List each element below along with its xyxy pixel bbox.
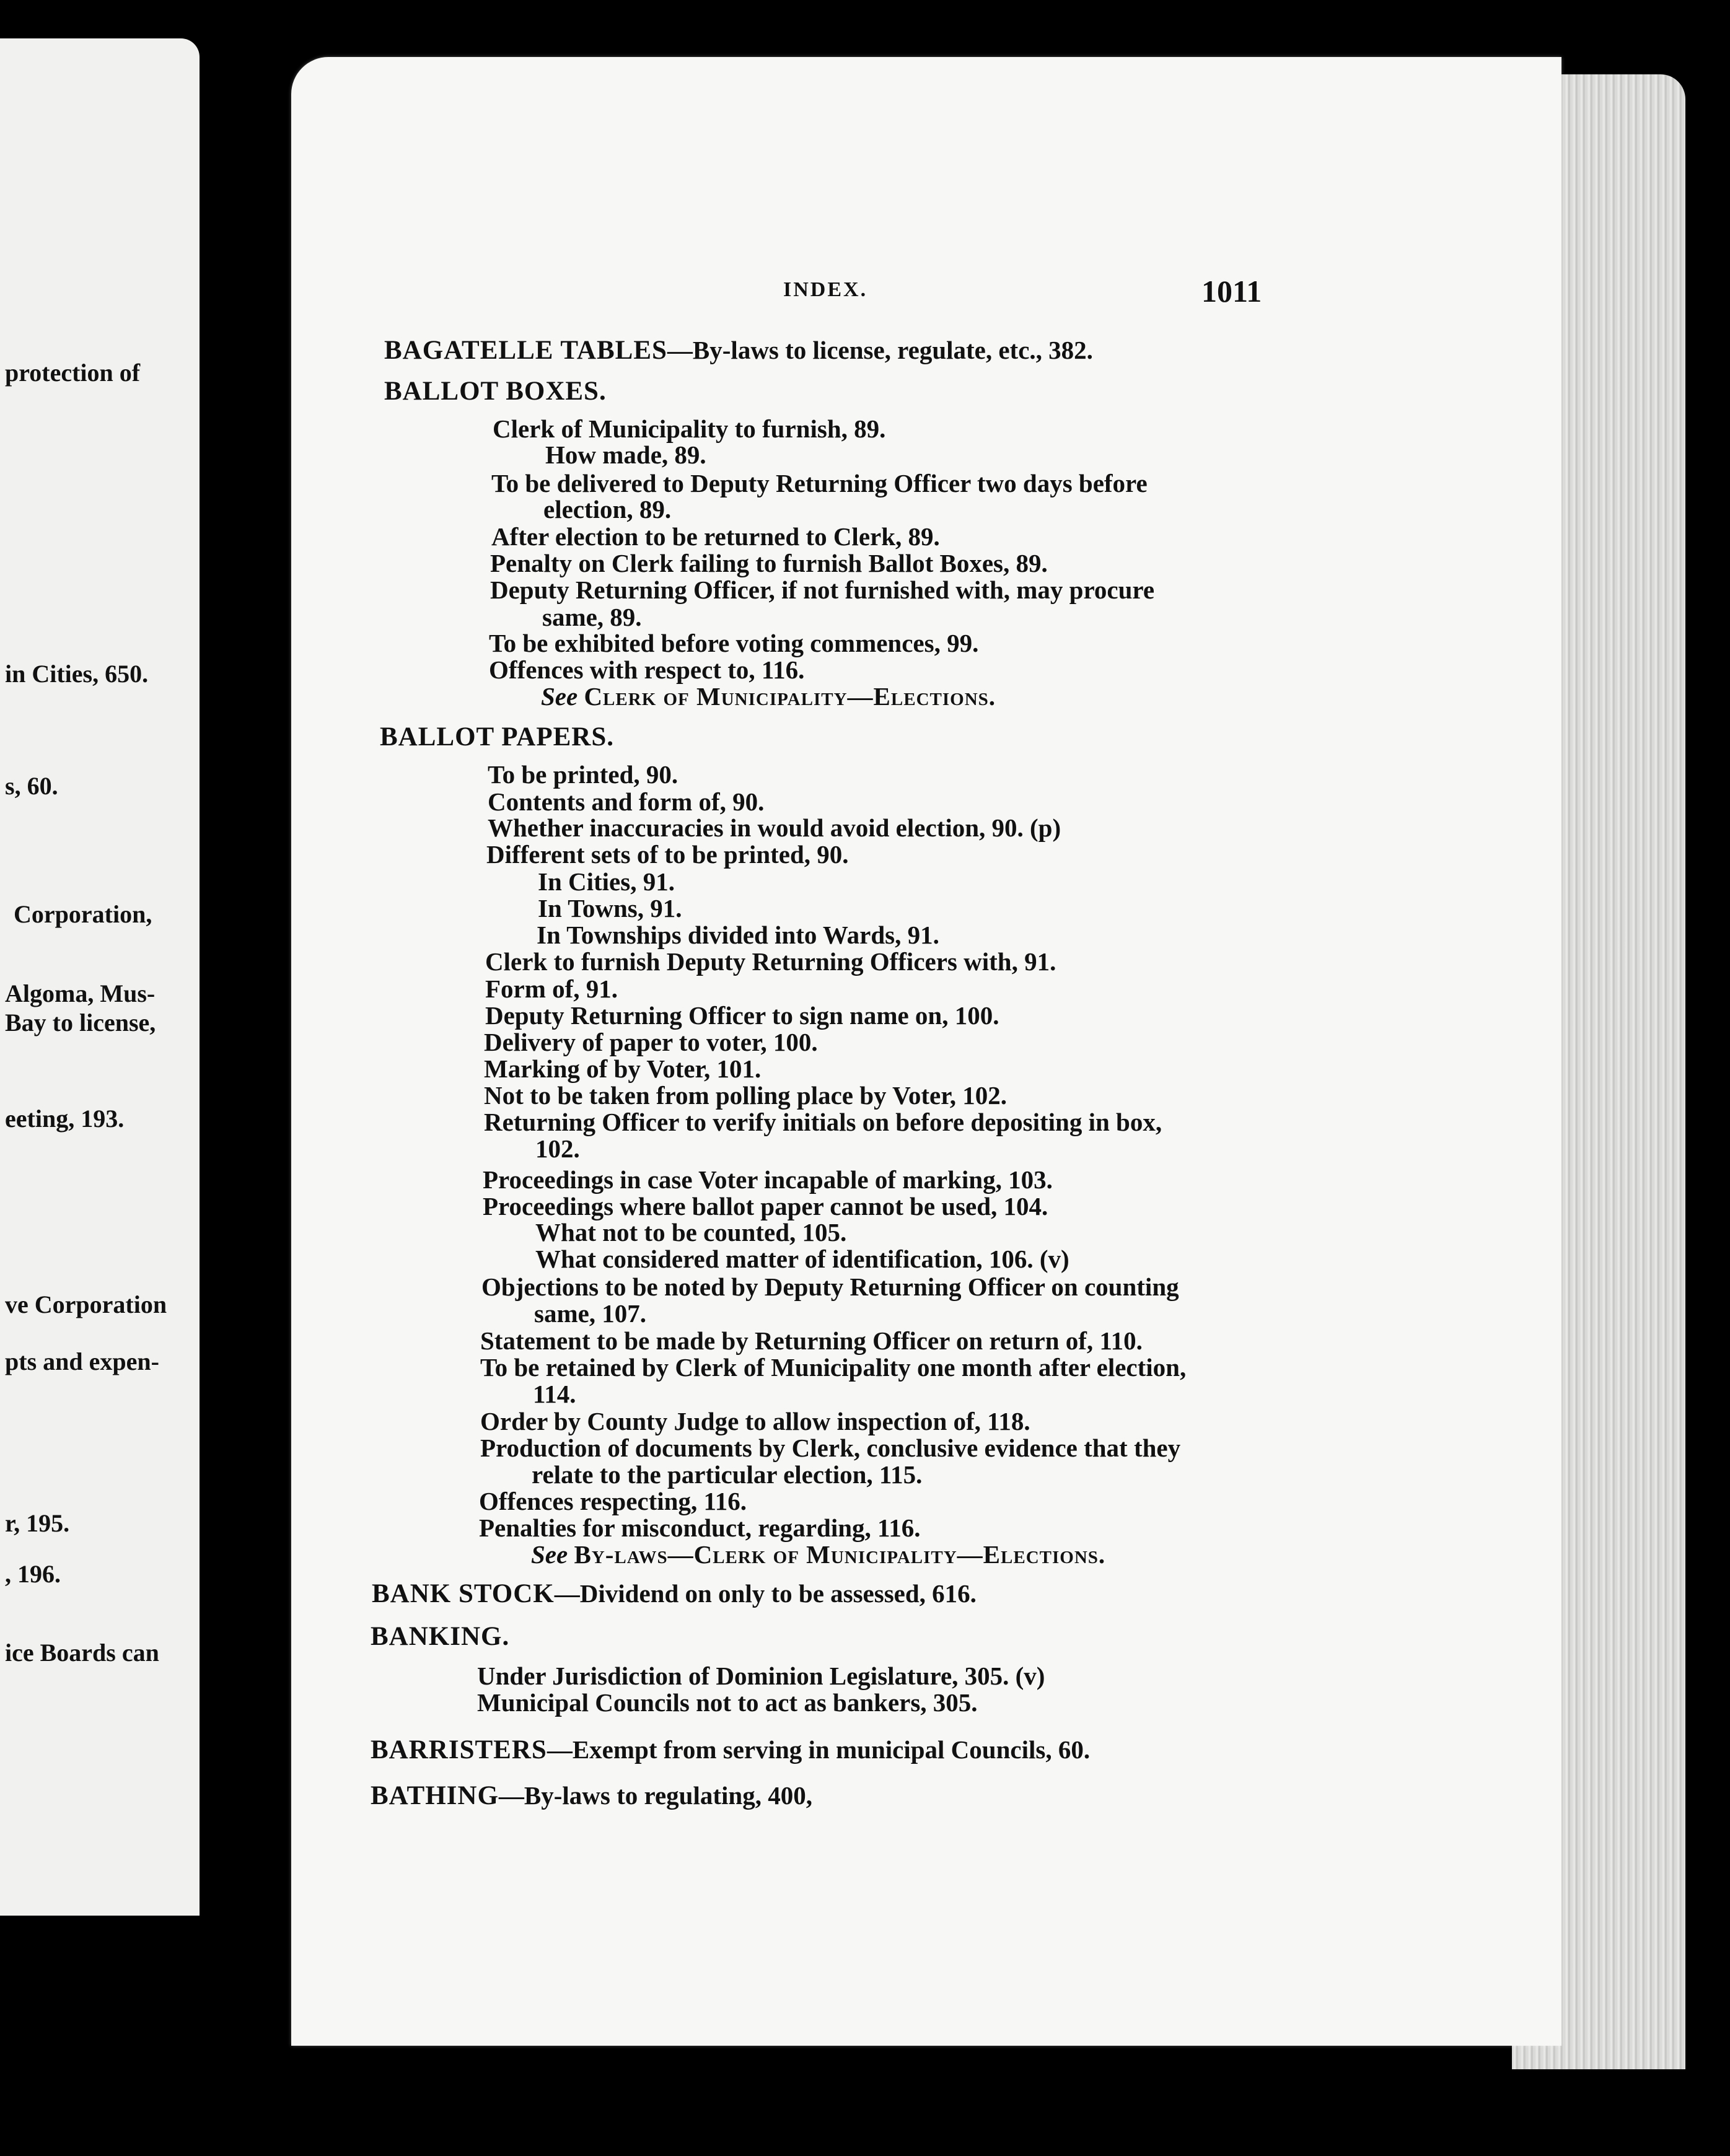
- fragment-line: Corporation,: [14, 900, 152, 928]
- entry-heading-banking: BANKING.: [371, 1622, 510, 1651]
- entry-heading-ballot-boxes: BALLOT BOXES.: [384, 377, 607, 406]
- sub-entry: How made, 89.: [545, 440, 706, 469]
- see-label: See: [531, 1540, 568, 1569]
- sub-entry: Clerk to furnish Deputy Returning Officers with, 91.: [485, 947, 1056, 976]
- cross-reference: [531, 1541, 1105, 1568]
- entry-text: —By-laws to regulating, 400,: [498, 1781, 812, 1810]
- sub-entry: Returning Officer to verify initials on before depositing in box,: [484, 1108, 1162, 1136]
- sub-entry: In Cities, 91.: [538, 867, 675, 896]
- entry-heading: BARRISTERS: [371, 1735, 547, 1764]
- sub-entry: Deputy Returning Officer, if not furnished with, may procure: [490, 576, 1155, 604]
- sub-entry: Proceedings in case Voter incapable of marking, 103.: [483, 1165, 1053, 1194]
- sub-entry: Marking of by Voter, 101.: [484, 1054, 762, 1083]
- sub-entry: Delivery of paper to voter, 100.: [484, 1028, 818, 1056]
- index-entry-barristers: [371, 1736, 1090, 1764]
- sub-entry: Clerk of Municipality to furnish, 89.: [493, 414, 886, 443]
- sub-entry: Under Jurisdiction of Dominion Legislature, 305. (v): [477, 1662, 1045, 1690]
- sub-entry: In Towns, 91.: [538, 894, 682, 922]
- sub-entry: 102.: [535, 1134, 580, 1163]
- fragment-line: in Cities, 650.: [5, 660, 149, 688]
- sub-entry: relate to the particular election, 115.: [532, 1460, 923, 1489]
- sub-entry: same, 107.: [534, 1299, 647, 1328]
- entry-text: —Dividend on only to be assessed, 616.: [554, 1579, 977, 1608]
- sub-entry: To be exhibited before voting commences, 99.: [489, 629, 979, 657]
- sub-entry: What not to be counted, 105.: [535, 1218, 847, 1247]
- fragment-line: r, 195.: [5, 1509, 70, 1537]
- index-entry-bagatelle: [384, 336, 1093, 364]
- fragment-line: , 196.: [5, 1560, 61, 1588]
- sub-entry: Different sets of to be printed, 90.: [486, 840, 849, 869]
- sub-entry: Order by County Judge to allow inspection of, 118.: [480, 1407, 1030, 1435]
- sub-entry: 114.: [533, 1380, 576, 1408]
- sub-entry: same, 89.: [542, 603, 642, 631]
- fragment-line: ve Corporation: [5, 1291, 167, 1318]
- fragment-line: Bay to license,: [5, 1009, 156, 1036]
- sub-entry: To be printed, 90.: [488, 760, 678, 789]
- index-entry-bathing: [371, 1782, 812, 1810]
- cross-reference: [541, 683, 996, 710]
- entry-text: —By-laws to license, regulate, etc., 382.: [667, 336, 1093, 364]
- sub-entry: Whether inaccuracies in would avoid election, 90. (p): [488, 813, 1061, 842]
- sub-entry: Production of documents by Clerk, conclusive evidence that they: [480, 1434, 1181, 1462]
- sub-entry: What considered matter of identification, 106. (v): [535, 1245, 1069, 1273]
- entry-heading: BATHING: [371, 1781, 499, 1810]
- page-number: 1011: [1201, 274, 1262, 309]
- fragment-line: ice Boards can: [5, 1639, 159, 1667]
- sub-entry: Statement to be made by Returning Officer on return of, 110.: [480, 1326, 1143, 1355]
- sub-entry: Not to be taken from polling place by Voter, 102.: [484, 1081, 1007, 1110]
- fragment-line: pts and expen-: [5, 1348, 159, 1375]
- sub-entry: After election to be returned to Clerk, 89.: [491, 522, 940, 551]
- sub-entry: election, 89.: [543, 495, 672, 524]
- sub-entry: To be delivered to Deputy Returning Officer two days before: [491, 469, 1148, 497]
- sub-entry: Penalty on Clerk failing to furnish Ballot Boxes, 89.: [490, 549, 1048, 577]
- see-refs: By-laws—Clerk of Municipality—Elections.: [574, 1540, 1106, 1569]
- sub-entry: Contents and form of, 90.: [488, 787, 765, 816]
- sub-entry: In Townships divided into Wards, 91.: [537, 921, 939, 949]
- entry-heading: BAGATELLE TABLES: [384, 336, 667, 365]
- sub-entry: Penalties for misconduct, regarding, 116.: [479, 1514, 921, 1542]
- fragment-line: eeting, 193.: [5, 1105, 125, 1133]
- entry-heading: BANK STOCK: [372, 1579, 555, 1608]
- see-label: See: [541, 682, 578, 711]
- index-entry-bank-stock: [372, 1580, 977, 1608]
- running-head: INDEX.: [783, 278, 868, 301]
- sub-entry: To be retained by Clerk of Municipality one month after election,: [480, 1353, 1187, 1382]
- fragment-line: protection of: [5, 359, 141, 387]
- sub-entry: Form of, 91.: [485, 975, 618, 1003]
- sub-entry: Objections to be noted by Deputy Returning Officer on counting: [481, 1273, 1179, 1301]
- sub-entry: Offences respecting, 116.: [479, 1487, 747, 1515]
- sub-entry: Proceedings where ballot paper cannot be used, 104.: [483, 1192, 1048, 1220]
- facing-page-fragment: [0, 38, 200, 1916]
- sub-entry: Municipal Councils not to act as bankers, 305.: [477, 1688, 978, 1717]
- sub-entry: Deputy Returning Officer to sign name on, 100.: [485, 1001, 999, 1030]
- fragment-line: s, 60.: [5, 772, 58, 800]
- see-refs: Clerk of Municipality—Elections.: [584, 682, 996, 711]
- entry-text: —Exempt from serving in municipal Councils, 60.: [547, 1735, 1091, 1764]
- entry-heading-ballot-papers: BALLOT PAPERS.: [380, 722, 614, 752]
- sub-entry: Offences with respect to, 116.: [489, 655, 805, 684]
- fragment-line: Algoma, Mus-: [5, 979, 156, 1007]
